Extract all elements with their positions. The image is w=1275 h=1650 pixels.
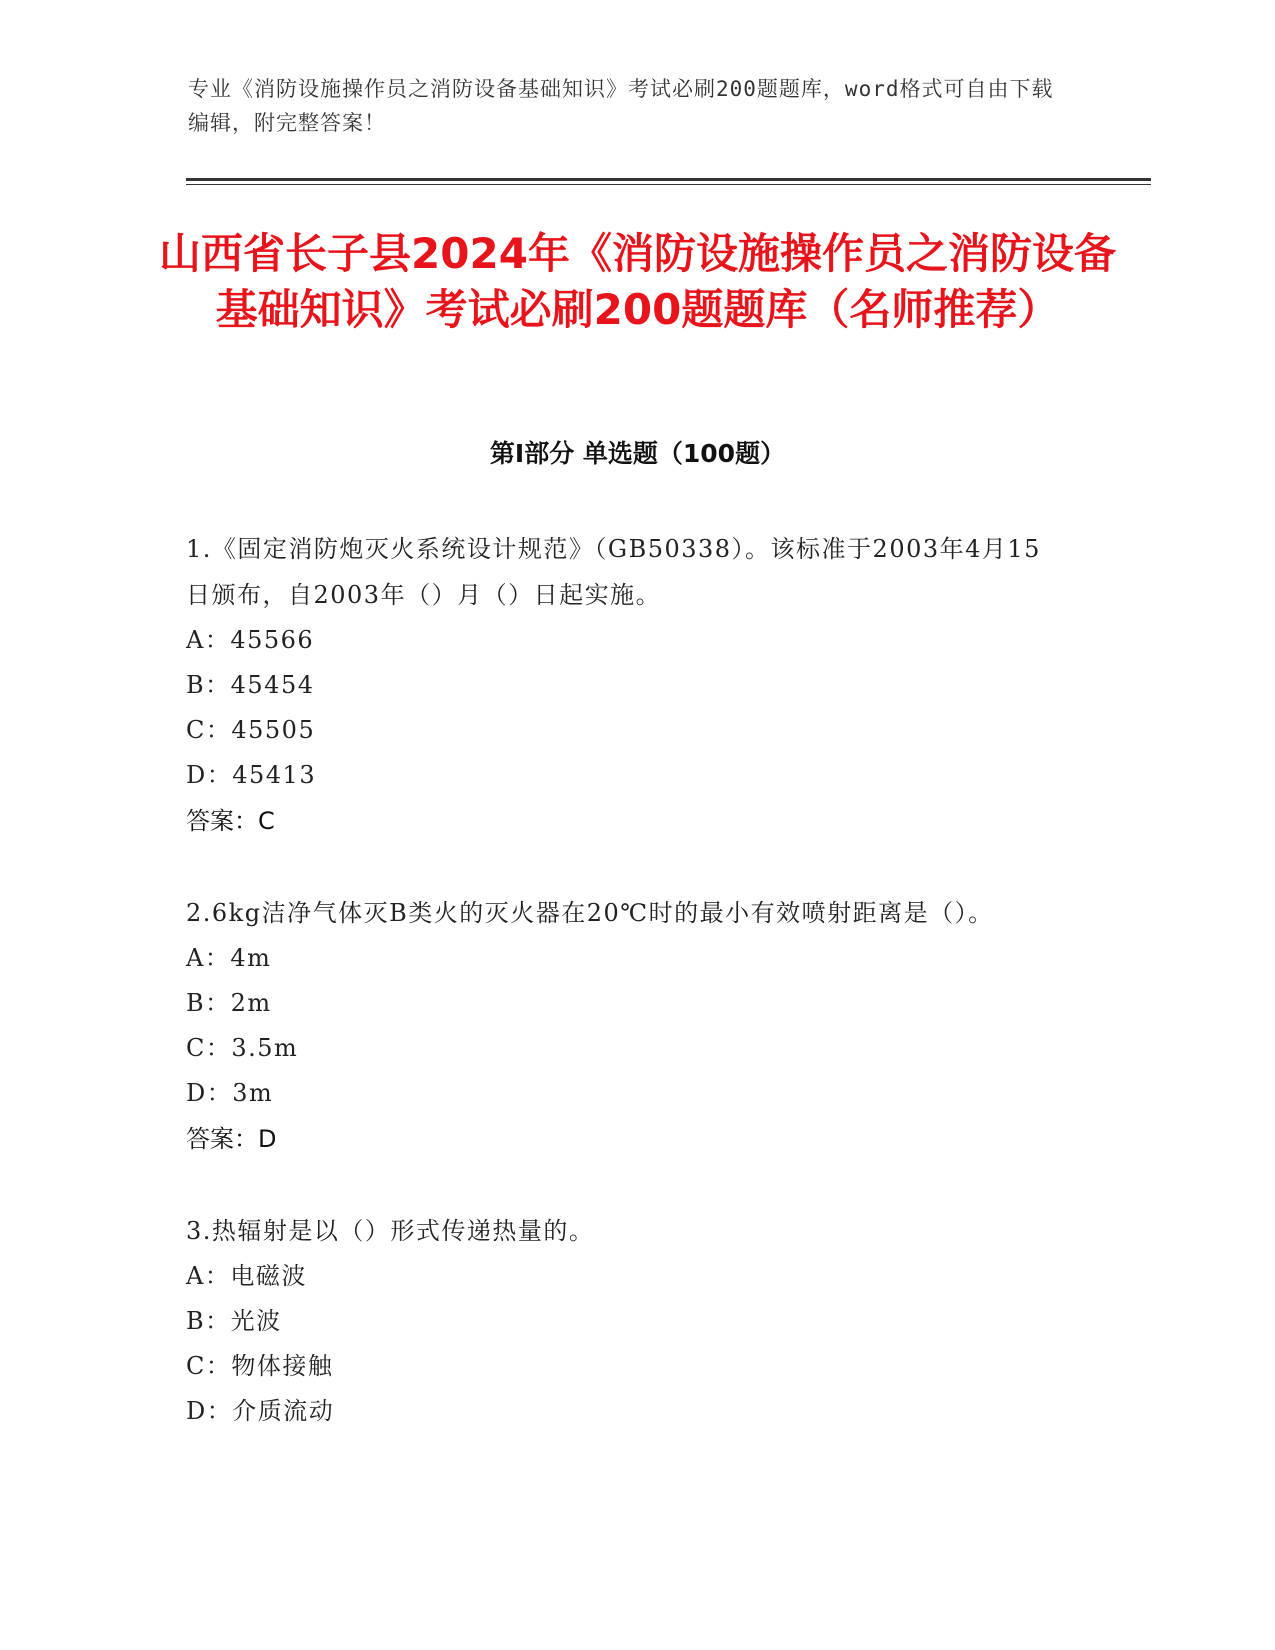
header-rule-thick [186, 178, 1151, 181]
section-title: 第Ⅰ部分 单选题（100题） [489, 439, 786, 468]
question-stem: 1.《固定消防炮灭火系统设计规范》（GB50338）。该标准于2003年4月15日颁布，自2003年（）月（）日起实施。 [186, 535, 1041, 609]
option-b: B：2m [186, 989, 272, 1017]
question-list [186, 526, 1066, 1480]
question-2 [186, 890, 1066, 1162]
option-b: B：45454 [186, 671, 315, 699]
document-title: 山西省长子县2024年《消防设施操作员之消防设备基础知识》考试必刷200题题库（名师推荐） [159, 229, 1116, 334]
question-1 [186, 526, 1066, 844]
option-b: B：光波 [186, 1307, 282, 1335]
option-d: D：3m [186, 1079, 274, 1107]
option-c: C：45505 [186, 716, 316, 744]
option-c: C：物体接触 [186, 1352, 334, 1380]
question-3 [186, 1208, 1066, 1434]
option-d: D：介质流动 [186, 1397, 335, 1425]
question-answer: 答案：C [186, 807, 275, 835]
option-d: D：45413 [186, 761, 317, 789]
option-a: A：4m [186, 944, 272, 972]
header-note: 专业《消防设施操作员之消防设备基础知识》考试必刷200题题库，word格式可自由下载编辑，附完整答案！ [188, 77, 1054, 135]
option-c: C：3.5m [186, 1034, 299, 1062]
question-answer: 答案：D [186, 1125, 277, 1153]
header-rule-thin [186, 184, 1151, 185]
option-a: A：电磁波 [186, 1262, 307, 1290]
option-a: A：45566 [186, 626, 315, 654]
question-stem: 3.热辐射是以（）形式传递热量的。 [186, 1217, 595, 1245]
question-stem: 2.6kg洁净气体灭B类火的灭火器在20℃时的最小有效喷射距离是（）。 [186, 899, 994, 927]
